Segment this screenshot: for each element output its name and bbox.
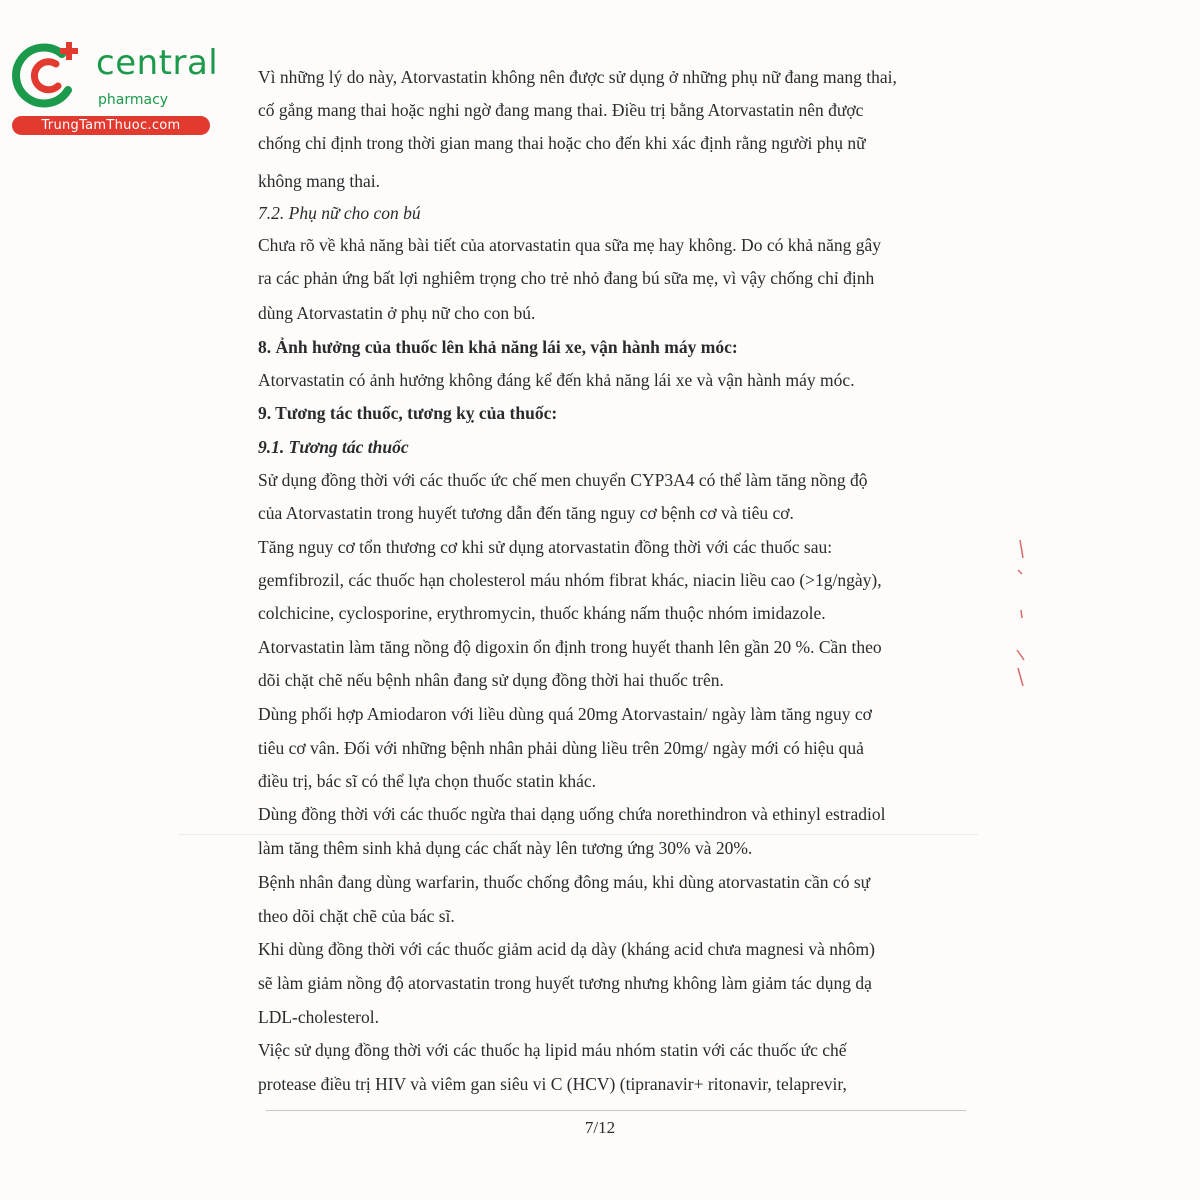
pharmacy-cross-logo-icon xyxy=(12,40,86,110)
paragraph-line: của Atorvastatin trong huyết tương dẫn đến tăng nguy cơ bệnh cơ và tiêu cơ. xyxy=(258,503,794,523)
paragraph-line: LDL-cholesterol. xyxy=(258,1007,379,1027)
logo-url-badge: TrungTamThuoc.com xyxy=(12,116,210,135)
red-margin-stamp-marks xyxy=(1014,540,1028,690)
scan-artifact-line xyxy=(178,834,978,835)
paragraph-line: Dùng đồng thời với các thuốc ngừa thai dạng uống chứa norethindron và ethinyl estradiol xyxy=(258,804,886,824)
subsection-heading: 9.1. Tương tác thuốc xyxy=(258,437,409,457)
section-heading: 9. Tương tác thuốc, tương kỵ của thuốc: xyxy=(258,403,558,423)
footer-divider xyxy=(266,1110,966,1111)
paragraph-line: ra các phản ứng bất lợi nghiêm trọng cho trẻ nhỏ đang bú sữa mẹ, vì vậy chống chỉ định xyxy=(258,268,875,288)
paragraph-line: protease điều trị HIV và viêm gan siêu vi C (HCV) (tipranavir+ ritonavir, telaprevir, xyxy=(258,1074,847,1094)
paragraph-line: Bệnh nhân đang dùng warfarin, thuốc chống đông máu, khi dùng atorvastatin cần có sự xyxy=(258,872,871,892)
central-pharmacy-logo[interactable] xyxy=(12,38,219,138)
paragraph-line: điều trị, bác sĩ có thể lựa chọn thuốc statin khác. xyxy=(258,771,596,791)
paragraph-line: Sử dụng đồng thời với các thuốc ức chế men chuyển CYP3A4 có thể làm tăng nồng độ xyxy=(258,470,868,490)
paragraph-line: theo dõi chặt chẽ của bác sĩ. xyxy=(258,906,455,926)
page-number: 7/12 xyxy=(584,1118,616,1137)
paragraph-line: cố gắng mang thai hoặc nghi ngờ đang mang thai. Điều trị bằng Atorvastatin nên được xyxy=(258,100,864,120)
paragraph-line: Khi dùng đồng thời với các thuốc giảm acid dạ dày (kháng acid chưa magnesi và nhôm) xyxy=(258,939,875,959)
paragraph-line: Tăng nguy cơ tổn thương cơ khi sử dụng atorvastatin đồng thời với các thuốc sau: xyxy=(258,537,833,557)
section-heading: 8. Ảnh hưởng của thuốc lên khả năng lái xe, vận hành máy móc: xyxy=(258,337,738,357)
paragraph-line: colchicine, cyclosporine, erythromycin, thuốc kháng nấm thuộc nhóm imidazole. xyxy=(258,603,826,623)
paragraph-line: Việc sử dụng đồng thời với các thuốc hạ lipid máu nhóm statin với các thuốc ức chế xyxy=(258,1040,847,1060)
paragraph-line: Dùng phối hợp Amiodaron với liều dùng quá 20mg Atorvastain/ ngày làm tăng nguy cơ xyxy=(258,704,872,724)
paragraph-line: Atorvastatin làm tăng nồng độ digoxin ổn định trong huyết thanh lên gần 20 %. Cần theo xyxy=(258,637,882,657)
paragraph-line: gemfibrozil, các thuốc hạn cholesterol máu nhóm fibrat khác, niacin liều cao (>1g/ngày), xyxy=(258,570,882,590)
paragraph-line: dùng Atorvastatin ở phụ nữ cho con bú. xyxy=(258,303,536,323)
paragraph-line: chống chỉ định trong thời gian mang thai hoặc cho đến khi xác định rằng người phụ nữ xyxy=(258,133,866,153)
paragraph-line: Atorvastatin có ảnh hưởng không đáng kể đến khả năng lái xe và vận hành máy móc. xyxy=(258,370,855,390)
paragraph-line: Chưa rõ về khả năng bài tiết của atorvastatin qua sữa mẹ hay không. Do có khả năng gây xyxy=(258,235,882,255)
logo-subtitle: pharmacy xyxy=(98,92,169,108)
paragraph-line: Vì những lý do này, Atorvastatin không nên được sử dụng ở những phụ nữ đang mang thai, xyxy=(258,67,897,87)
paragraph-line: không mang thai. xyxy=(258,171,380,191)
paragraph-line: làm tăng thêm sinh khả dụng các chất này lên tương ứng 30% và 20%. xyxy=(258,838,753,858)
subsection-heading: 7.2. Phụ nữ cho con bú xyxy=(258,203,421,223)
logo-name: central xyxy=(96,43,219,83)
paragraph-line: dõi chặt chẽ nếu bệnh nhân đang sử dụng đồng thời hai thuốc trên. xyxy=(258,670,724,690)
paragraph-line: sẽ làm giảm nồng độ atorvastatin trong huyết tương nhưng không làm giảm tác dụng dạ xyxy=(258,973,872,993)
paragraph-line: tiêu cơ vân. Đối với những bệnh nhân phải dùng liều trên 20mg/ ngày mới có hiệu quả xyxy=(258,738,864,758)
